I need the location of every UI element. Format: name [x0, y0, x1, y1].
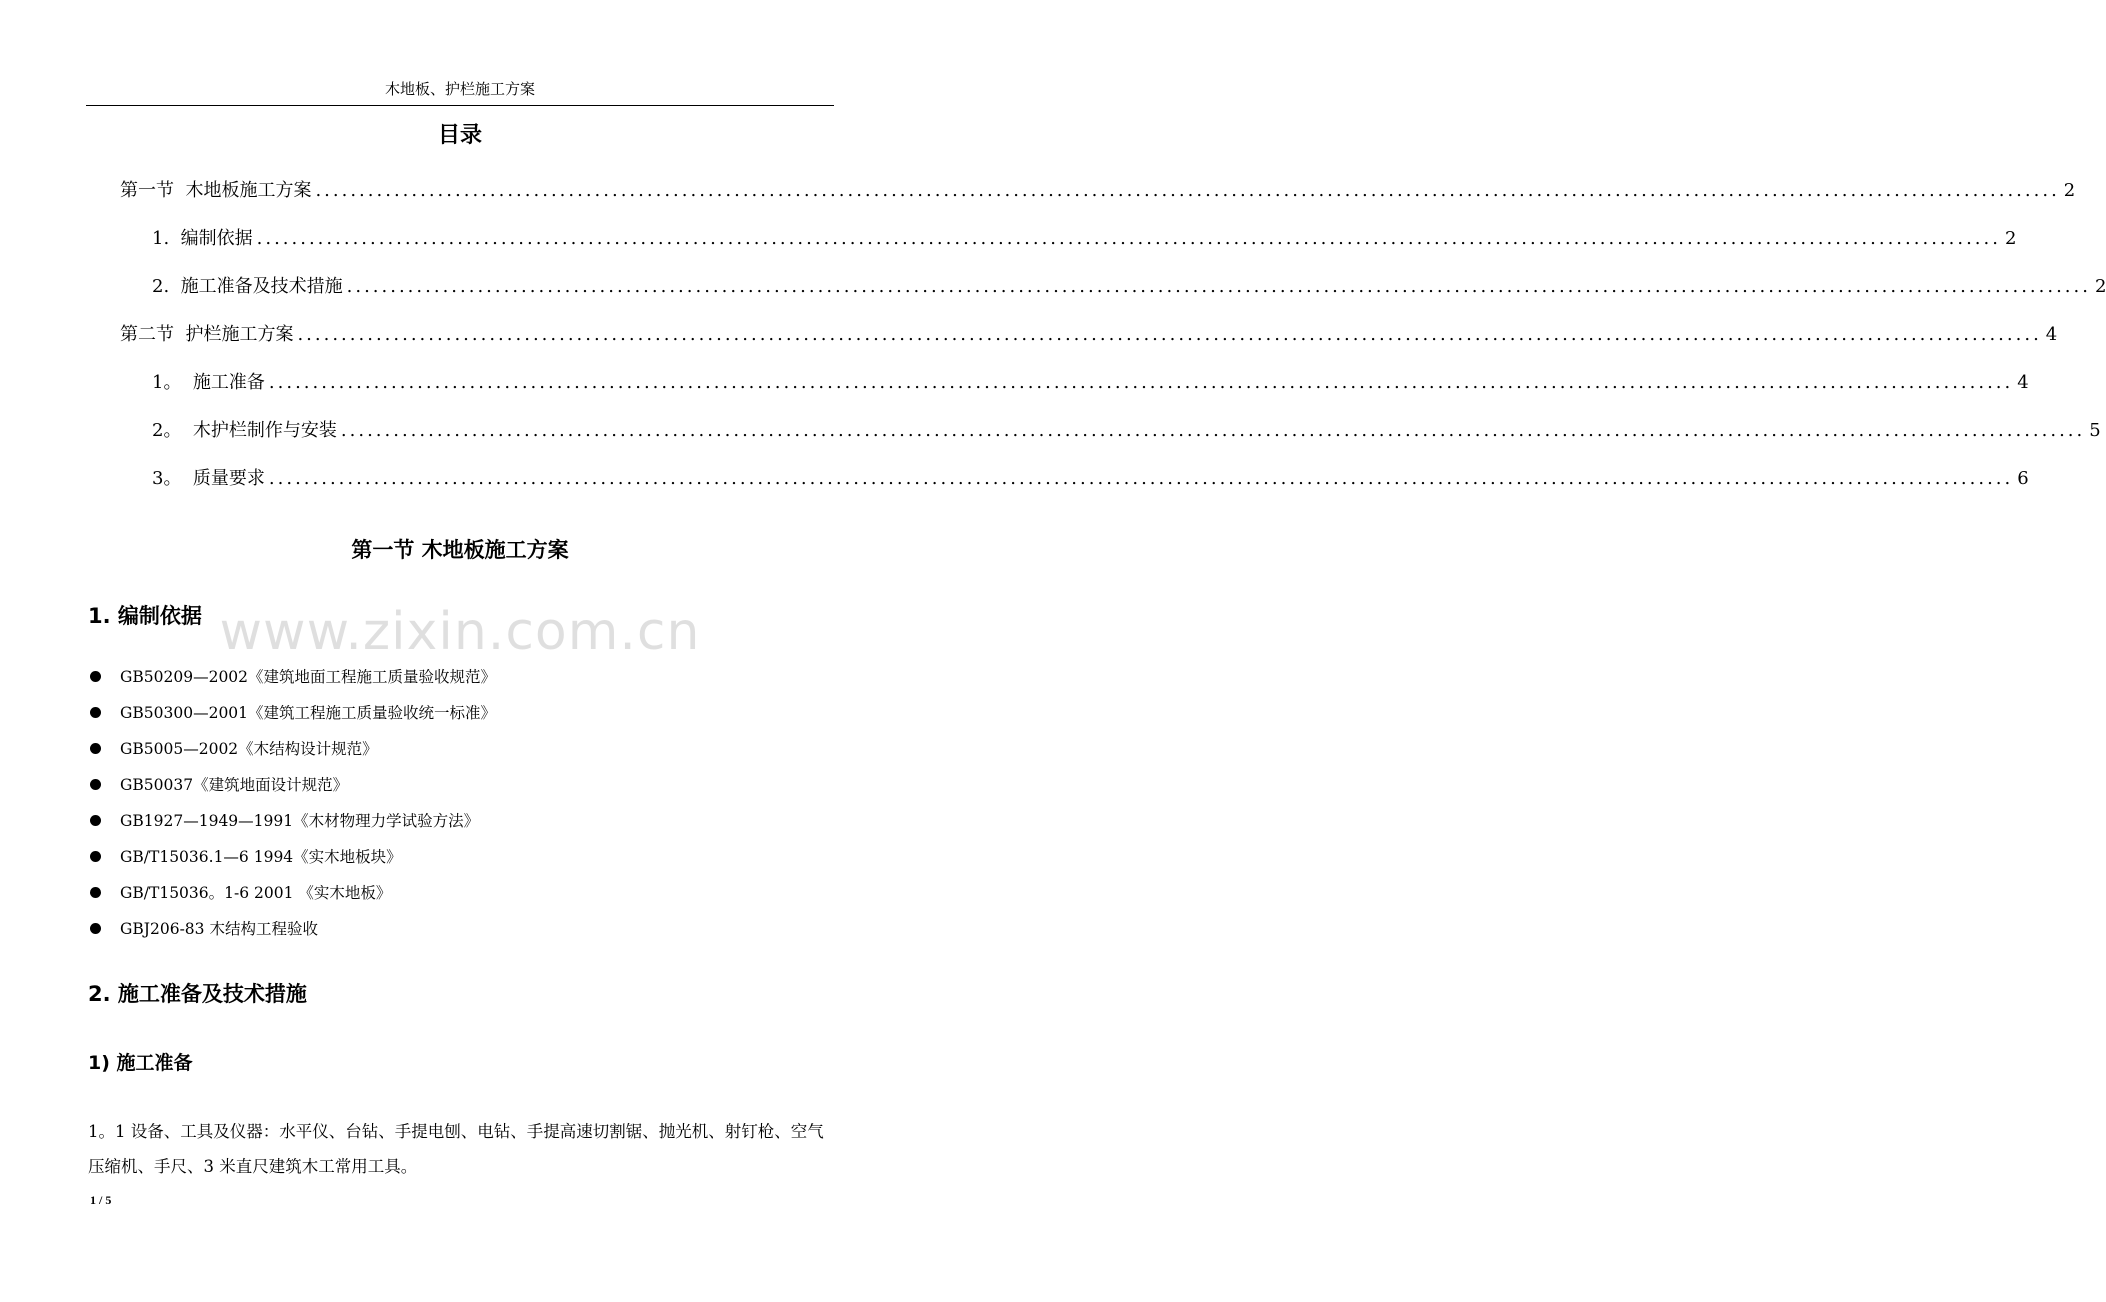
- toc-entry-number: 1.: [152, 228, 181, 249]
- standards-list: [88, 658, 496, 946]
- toc-leader-dots: ........................................................................................................................................................................................................: [256, 228, 2001, 249]
- toc-entry-number: 2.: [152, 276, 181, 297]
- toc-leader-dots: ........................................................................................................................................................................................................: [340, 420, 2086, 441]
- list-item: [88, 910, 496, 946]
- bullet-icon: [90, 707, 101, 718]
- bullet-icon: [90, 779, 101, 790]
- toc-entry-page: 2: [2004, 228, 2017, 249]
- toc-entry-page: 4: [2017, 372, 2029, 393]
- toc-entry-2-3[interactable]: [0, 464, 2029, 494]
- subheading-preparation: 1) 施工准备: [88, 1052, 193, 1074]
- section-title: 第一节 木地板施工方案: [351, 538, 569, 562]
- toc-entry-label: 质量要求: [192, 468, 265, 489]
- list-item: [88, 874, 496, 910]
- toc-entry-label: 编制依据: [180, 228, 253, 249]
- toc-entry-2-1[interactable]: [0, 368, 2029, 398]
- list-item: [88, 658, 496, 694]
- toc-entry-page: 2: [2063, 180, 2076, 201]
- bullet-icon: [90, 851, 101, 862]
- toc-leader-dots: ........................................................................................................................................................................................................: [315, 180, 2060, 201]
- heading-construction-preparation: 2. 施工准备及技术措施: [88, 982, 307, 1006]
- toc-entry-section-2[interactable]: [0, 320, 2058, 350]
- list-item: [88, 694, 496, 730]
- watermark: www.zixin.com.cn: [219, 602, 701, 662]
- toc-entry-1-1[interactable]: [0, 224, 2017, 254]
- list-item-text: GB50037《建筑地面设计规范》: [120, 776, 349, 794]
- toc-entry-number: 1。: [152, 372, 193, 393]
- toc-entry-label: 第二节 护栏施工方案: [120, 324, 294, 345]
- list-item: [88, 802, 496, 838]
- toc-entry-number: 2。: [152, 420, 193, 441]
- list-item-text: GBJ206-83 木结构工程验收: [120, 920, 318, 938]
- toc-entry-section-1[interactable]: [0, 176, 2076, 206]
- bullet-icon: [90, 887, 101, 898]
- list-item-text: GB50300—2001《建筑工程施工质量验收统一标准》: [120, 704, 497, 722]
- list-item: [88, 730, 496, 766]
- bullet-icon: [90, 815, 101, 826]
- toc-entry-label: 施工准备及技术措施: [180, 276, 343, 297]
- list-item-text: GB5005—2002《木结构设计规范》: [120, 740, 378, 758]
- list-item-text: GB1927—1949—1991《木材物理力学试验方法》: [120, 812, 480, 830]
- heading-compilation-basis: 1. 编制依据: [88, 604, 202, 628]
- toc-entry-page: 5: [2089, 420, 2101, 441]
- toc-entry-label: 施工准备: [192, 372, 265, 393]
- list-item: [88, 766, 496, 802]
- toc-entry-label: 木护栏制作与安装: [192, 420, 337, 441]
- list-item-text: GB/T15036.1—6 1994《实木地板块》: [120, 848, 402, 866]
- toc-title: 目录: [437, 123, 482, 148]
- header-divider: [86, 105, 834, 106]
- toc-leader-dots: ........................................................................................................................................................................................................: [346, 276, 2091, 297]
- toc-entry-1-2[interactable]: [0, 272, 2106, 302]
- toc-leader-dots: ........................................................................................................................................................................................................: [268, 468, 2014, 489]
- toc-entry-2-2[interactable]: [0, 416, 2101, 446]
- list-item-text: GB/T15036。1-6 2001 《实木地板》: [120, 884, 392, 902]
- toc-entry-label: 第一节 木地板施工方案: [120, 180, 312, 201]
- page-number: 1 / 5: [90, 1193, 112, 1207]
- page-header: 木地板、护栏施工方案: [384, 80, 535, 98]
- toc-entry-page: 4: [2045, 324, 2058, 345]
- bullet-icon: [90, 743, 101, 754]
- toc-entry-page: 2: [2094, 276, 2106, 297]
- list-item-text: GB50209—2002《建筑地面工程施工质量验收规范》: [120, 668, 497, 686]
- toc-entry-number: 3。: [152, 468, 193, 489]
- toc-leader-dots: ........................................................................................................................................................................................................: [297, 324, 2042, 345]
- toc-entry-page: 6: [2017, 468, 2029, 489]
- bullet-icon: [90, 923, 101, 934]
- bullet-icon: [90, 671, 101, 682]
- list-item: [88, 838, 496, 874]
- toc-leader-dots: ........................................................................................................................................................................................................: [268, 372, 2014, 393]
- paragraph-equipment: 1。1 设备、工具及仪器：水平仪、台钻、手提电刨、电钻、手提高速切割锯、抛光机、射钉枪、空气压缩机、手尺、3 米直尺建筑木工常用工具。: [88, 1122, 824, 1176]
